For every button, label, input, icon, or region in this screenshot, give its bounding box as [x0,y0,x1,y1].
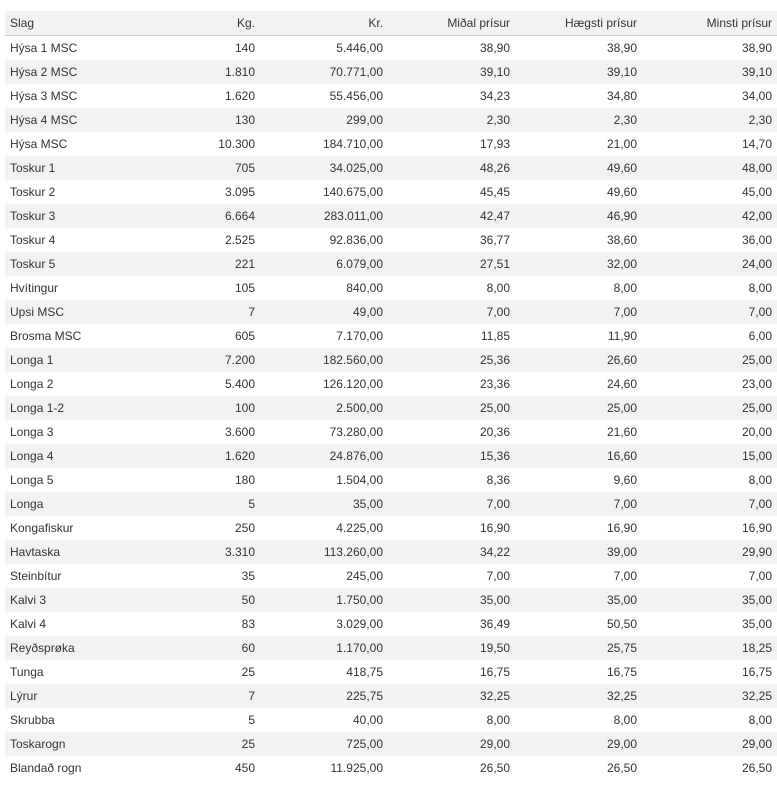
cell-highest-price: 8,00 [510,708,637,732]
cell-kg: 1.620 [134,84,255,108]
cell-lowest-price: 20,00 [637,420,777,444]
cell-average-price: 34,23 [383,84,510,108]
cell-species: Blandað rogn [5,756,134,780]
table-row [5,324,777,348]
cell-kg: 83 [134,612,255,636]
cell-highest-price: 49,60 [510,180,637,204]
cell-highest-price: 16,60 [510,444,637,468]
cell-highest-price: 39,00 [510,540,637,564]
table-body [5,36,777,781]
column-header-highest-price: Hægsti prísur [510,11,637,36]
cell-kr: 49,00 [255,300,383,324]
fish-price-table [5,11,777,780]
cell-average-price: 32,25 [383,684,510,708]
table-row [5,228,777,252]
table-row [5,204,777,228]
cell-average-price: 16,90 [383,516,510,540]
cell-lowest-price: 45,00 [637,180,777,204]
cell-kr: 299,00 [255,108,383,132]
cell-kg: 6.664 [134,204,255,228]
cell-species: Longa 5 [5,468,134,492]
cell-highest-price: 29,00 [510,732,637,756]
cell-average-price: 8,00 [383,708,510,732]
cell-kg: 7 [134,684,255,708]
cell-average-price: 26,50 [383,756,510,780]
cell-average-price: 42,47 [383,204,510,228]
cell-lowest-price: 16,90 [637,516,777,540]
table-row [5,612,777,636]
cell-average-price: 27,51 [383,252,510,276]
cell-lowest-price: 7,00 [637,492,777,516]
cell-lowest-price: 42,00 [637,204,777,228]
cell-highest-price: 34,80 [510,84,637,108]
table-row [5,732,777,756]
cell-highest-price: 39,10 [510,60,637,84]
cell-kr: 140.675,00 [255,180,383,204]
cell-lowest-price: 8,00 [637,276,777,300]
cell-highest-price: 7,00 [510,492,637,516]
cell-highest-price: 46,90 [510,204,637,228]
cell-species: Kongafiskur [5,516,134,540]
cell-kr: 1.170,00 [255,636,383,660]
header-row [5,11,777,36]
table-row [5,564,777,588]
cell-kg: 250 [134,516,255,540]
table-row [5,36,777,61]
cell-highest-price: 38,60 [510,228,637,252]
cell-kg: 5 [134,708,255,732]
cell-species: Toskur 3 [5,204,134,228]
cell-lowest-price: 8,00 [637,708,777,732]
cell-highest-price: 16,75 [510,660,637,684]
cell-kg: 450 [134,756,255,780]
cell-kg: 140 [134,36,255,61]
cell-lowest-price: 7,00 [637,564,777,588]
table-row [5,708,777,732]
cell-lowest-price: 35,00 [637,612,777,636]
cell-kr: 24.876,00 [255,444,383,468]
cell-species: Steinbítur [5,564,134,588]
cell-highest-price: 21,60 [510,420,637,444]
cell-lowest-price: 7,00 [637,300,777,324]
cell-kr: 1.750,00 [255,588,383,612]
cell-highest-price: 8,00 [510,276,637,300]
cell-highest-price: 24,60 [510,372,637,396]
cell-species: Hvítingur [5,276,134,300]
cell-lowest-price: 14,70 [637,132,777,156]
table-row [5,444,777,468]
column-header-kg: Kg. [134,11,255,36]
table-row [5,132,777,156]
cell-kr: 92.836,00 [255,228,383,252]
cell-kg: 2.525 [134,228,255,252]
cell-lowest-price: 26,50 [637,756,777,780]
cell-average-price: 7,00 [383,300,510,324]
cell-kr: 5.446,00 [255,36,383,61]
cell-species: Hýsa 1 MSC [5,36,134,61]
cell-kr: 70.771,00 [255,60,383,84]
cell-highest-price: 21,00 [510,132,637,156]
price-table-container [5,11,772,780]
cell-species: Hýsa MSC [5,132,134,156]
cell-average-price: 8,36 [383,468,510,492]
cell-kr: 245,00 [255,564,383,588]
table-header [5,11,777,36]
cell-kg: 1.620 [134,444,255,468]
table-row [5,684,777,708]
cell-lowest-price: 25,00 [637,396,777,420]
cell-average-price: 36,77 [383,228,510,252]
cell-kg: 605 [134,324,255,348]
table-row [5,492,777,516]
cell-highest-price: 26,50 [510,756,637,780]
cell-kg: 25 [134,660,255,684]
cell-species: Skrubba [5,708,134,732]
cell-kg: 180 [134,468,255,492]
cell-species: Longa 2 [5,372,134,396]
cell-kg: 1.810 [134,60,255,84]
column-header-slag: Slag [5,11,134,36]
cell-species: Brosma MSC [5,324,134,348]
cell-average-price: 7,00 [383,564,510,588]
table-row [5,84,777,108]
table-row [5,540,777,564]
cell-highest-price: 11,90 [510,324,637,348]
cell-highest-price: 25,75 [510,636,637,660]
cell-average-price: 16,75 [383,660,510,684]
cell-average-price: 11,85 [383,324,510,348]
cell-species: Toskur 2 [5,180,134,204]
cell-kg: 100 [134,396,255,420]
cell-kr: 725,00 [255,732,383,756]
table-row [5,108,777,132]
cell-average-price: 34,22 [383,540,510,564]
cell-highest-price: 16,90 [510,516,637,540]
column-header-average-price: Miðal prísur [383,11,510,36]
cell-average-price: 7,00 [383,492,510,516]
cell-lowest-price: 29,90 [637,540,777,564]
cell-lowest-price: 39,10 [637,60,777,84]
cell-species: Kalvi 4 [5,612,134,636]
cell-species: Hýsa 3 MSC [5,84,134,108]
cell-kr: 113.260,00 [255,540,383,564]
cell-species: Hýsa 2 MSC [5,60,134,84]
cell-lowest-price: 32,25 [637,684,777,708]
cell-average-price: 48,26 [383,156,510,180]
cell-kr: 418,75 [255,660,383,684]
cell-species: Longa 1 [5,348,134,372]
cell-lowest-price: 36,00 [637,228,777,252]
table-row [5,348,777,372]
cell-kr: 34.025,00 [255,156,383,180]
cell-highest-price: 50,50 [510,612,637,636]
cell-species: Toskur 4 [5,228,134,252]
cell-kr: 35,00 [255,492,383,516]
cell-highest-price: 2,30 [510,108,637,132]
table-row [5,372,777,396]
cell-lowest-price: 15,00 [637,444,777,468]
column-header-kr: Kr. [255,11,383,36]
cell-kg: 35 [134,564,255,588]
cell-kr: 225,75 [255,684,383,708]
table-row [5,588,777,612]
cell-average-price: 8,00 [383,276,510,300]
cell-highest-price: 35,00 [510,588,637,612]
cell-highest-price: 7,00 [510,564,637,588]
cell-kg: 3.310 [134,540,255,564]
cell-lowest-price: 48,00 [637,156,777,180]
cell-lowest-price: 18,25 [637,636,777,660]
table-row [5,660,777,684]
cell-kr: 4.225,00 [255,516,383,540]
cell-kr: 3.029,00 [255,612,383,636]
cell-species: Toskur 1 [5,156,134,180]
cell-average-price: 17,93 [383,132,510,156]
table-row [5,636,777,660]
cell-highest-price: 7,00 [510,300,637,324]
cell-lowest-price: 38,90 [637,36,777,61]
cell-kg: 221 [134,252,255,276]
cell-species: Upsi MSC [5,300,134,324]
cell-species: Longa [5,492,134,516]
cell-kg: 7.200 [134,348,255,372]
cell-lowest-price: 6,00 [637,324,777,348]
cell-kg: 60 [134,636,255,660]
cell-highest-price: 38,90 [510,36,637,61]
cell-kr: 55.456,00 [255,84,383,108]
cell-species: Kalvi 3 [5,588,134,612]
column-header-lowest-price: Minsti prísur [637,11,777,36]
cell-kg: 5.400 [134,372,255,396]
cell-highest-price: 26,60 [510,348,637,372]
table-row [5,60,777,84]
cell-kg: 3.600 [134,420,255,444]
cell-kr: 840,00 [255,276,383,300]
cell-kr: 2.500,00 [255,396,383,420]
cell-species: Toskur 5 [5,252,134,276]
cell-species: Toskarogn [5,732,134,756]
cell-species: Tunga [5,660,134,684]
table-row [5,468,777,492]
cell-species: Lýrur [5,684,134,708]
cell-lowest-price: 34,00 [637,84,777,108]
cell-kr: 126.120,00 [255,372,383,396]
cell-highest-price: 49,60 [510,156,637,180]
table-row [5,420,777,444]
cell-species: Reyðsprøka [5,636,134,660]
cell-average-price: 38,90 [383,36,510,61]
cell-lowest-price: 2,30 [637,108,777,132]
cell-species: Longa 1-2 [5,396,134,420]
cell-kr: 7.170,00 [255,324,383,348]
cell-lowest-price: 8,00 [637,468,777,492]
cell-average-price: 25,00 [383,396,510,420]
cell-highest-price: 9,60 [510,468,637,492]
cell-average-price: 20,36 [383,420,510,444]
table-row [5,396,777,420]
cell-average-price: 45,45 [383,180,510,204]
cell-kg: 7 [134,300,255,324]
cell-lowest-price: 23,00 [637,372,777,396]
cell-kg: 3.095 [134,180,255,204]
cell-kr: 11.925,00 [255,756,383,780]
cell-average-price: 19,50 [383,636,510,660]
cell-highest-price: 32,25 [510,684,637,708]
cell-average-price: 36,49 [383,612,510,636]
cell-species: Havtaska [5,540,134,564]
table-row [5,156,777,180]
table-row [5,516,777,540]
cell-kg: 130 [134,108,255,132]
cell-lowest-price: 25,00 [637,348,777,372]
cell-lowest-price: 24,00 [637,252,777,276]
cell-average-price: 25,36 [383,348,510,372]
cell-kr: 6.079,00 [255,252,383,276]
cell-species: Hýsa 4 MSC [5,108,134,132]
cell-average-price: 2,30 [383,108,510,132]
cell-kg: 5 [134,492,255,516]
table-row [5,180,777,204]
cell-kr: 283.011,00 [255,204,383,228]
cell-lowest-price: 35,00 [637,588,777,612]
cell-kg: 50 [134,588,255,612]
cell-kg: 10.300 [134,132,255,156]
cell-kg: 25 [134,732,255,756]
cell-highest-price: 32,00 [510,252,637,276]
table-row [5,300,777,324]
cell-average-price: 39,10 [383,60,510,84]
cell-species: Longa 4 [5,444,134,468]
table-row [5,252,777,276]
cell-average-price: 29,00 [383,732,510,756]
cell-highest-price: 25,00 [510,396,637,420]
cell-kg: 105 [134,276,255,300]
cell-kr: 40,00 [255,708,383,732]
cell-average-price: 15,36 [383,444,510,468]
table-row [5,756,777,780]
cell-kr: 73.280,00 [255,420,383,444]
cell-average-price: 23,36 [383,372,510,396]
cell-kr: 184.710,00 [255,132,383,156]
cell-kr: 1.504,00 [255,468,383,492]
cell-kg: 705 [134,156,255,180]
cell-lowest-price: 29,00 [637,732,777,756]
cell-kr: 182.560,00 [255,348,383,372]
cell-average-price: 35,00 [383,588,510,612]
table-row [5,276,777,300]
cell-species: Longa 3 [5,420,134,444]
cell-lowest-price: 16,75 [637,660,777,684]
